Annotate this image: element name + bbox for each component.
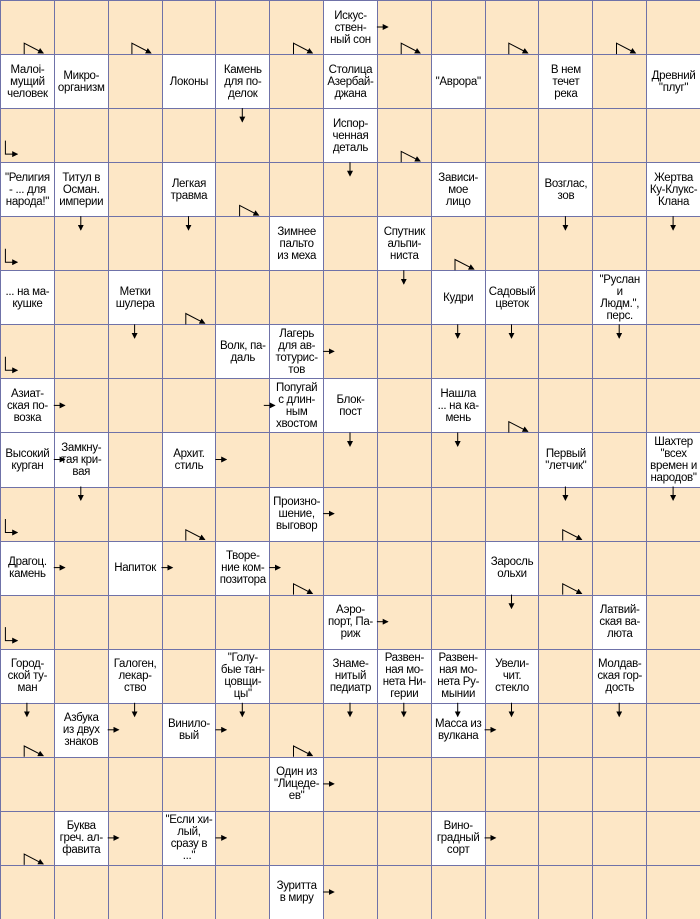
clue-text: Искус- ствен- ный сон: [330, 9, 371, 46]
answer-cell[interactable]: [269, 595, 324, 650]
answer-cell[interactable]: [162, 0, 217, 55]
answer-cell[interactable]: [323, 811, 378, 866]
answer-cell[interactable]: [0, 108, 55, 163]
answer-cell[interactable]: [538, 541, 593, 596]
clue-text: Жертва Ку-Клукс- Клана: [649, 171, 698, 208]
clue-cell: [108, 270, 163, 325]
clue-text: Один из "Лицеде- ев": [274, 766, 320, 803]
answer-cell[interactable]: [377, 865, 432, 919]
answer-cell[interactable]: [108, 432, 163, 487]
answer-cell[interactable]: [538, 324, 593, 379]
answer-cell[interactable]: [162, 541, 217, 596]
answer-cell[interactable]: [592, 216, 647, 271]
answer-cell[interactable]: [323, 865, 378, 919]
answer-cell[interactable]: [269, 811, 324, 866]
answer-cell[interactable]: [646, 270, 700, 325]
answer-cell[interactable]: [485, 703, 540, 758]
clue-cell: [215, 649, 270, 704]
answer-cell[interactable]: [592, 865, 647, 919]
answer-cell[interactable]: [323, 324, 378, 379]
answer-cell[interactable]: [485, 432, 540, 487]
clue-cell: [431, 270, 486, 325]
answer-cell[interactable]: [269, 108, 324, 163]
answer-cell[interactable]: [323, 541, 378, 596]
answer-cell[interactable]: [269, 432, 324, 487]
answer-cell[interactable]: [592, 703, 647, 758]
clue-text: Драгоц. камень: [8, 556, 47, 581]
clue-text: Лагерь для ав- тотурис- тов: [275, 327, 318, 376]
answer-cell[interactable]: [162, 757, 217, 812]
clue-cell: [162, 703, 217, 758]
clue-text: Кудри: [443, 291, 474, 304]
clue-text: В нем течет река: [550, 63, 581, 100]
answer-cell[interactable]: [485, 487, 540, 542]
clue-cell: [592, 649, 647, 704]
answer-cell[interactable]: [646, 757, 700, 812]
answer-cell[interactable]: [269, 541, 324, 596]
answer-cell[interactable]: [269, 54, 324, 109]
clue-cell: [215, 324, 270, 379]
clue-text: Зуритта в миру: [276, 880, 317, 905]
answer-cell[interactable]: [323, 270, 378, 325]
answer-cell[interactable]: [0, 811, 55, 866]
answer-cell[interactable]: [108, 811, 163, 866]
answer-cell[interactable]: [377, 162, 432, 217]
clue-cell: [162, 432, 217, 487]
clue-cell: [215, 54, 270, 109]
answer-cell[interactable]: [538, 811, 593, 866]
answer-cell[interactable]: [0, 487, 55, 542]
answer-cell[interactable]: [215, 703, 270, 758]
answer-cell[interactable]: [54, 378, 109, 433]
answer-cell[interactable]: [215, 270, 270, 325]
clue-cell: [54, 703, 109, 758]
answer-cell[interactable]: [0, 757, 55, 812]
clue-cell: [431, 54, 486, 109]
answer-cell[interactable]: [538, 487, 593, 542]
clue-text: Волк, па- даль: [219, 339, 266, 364]
answer-cell[interactable]: [485, 216, 540, 271]
clue-text: Садовый цветок: [488, 285, 536, 310]
clue-cell: [646, 432, 700, 487]
answer-cell[interactable]: [377, 378, 432, 433]
clue-text: Вино- градный сорт: [436, 820, 480, 857]
answer-cell[interactable]: [431, 432, 486, 487]
answer-cell[interactable]: [108, 703, 163, 758]
answer-cell[interactable]: [646, 324, 700, 379]
clue-text: Древний "плуг": [651, 69, 696, 94]
answer-cell[interactable]: [538, 108, 593, 163]
clue-cell: [269, 324, 324, 379]
clue-text: Заросль ольхи: [490, 556, 534, 581]
clue-text: Шахтер "всех времен и народов": [650, 435, 697, 484]
clue-cell: [0, 432, 55, 487]
answer-cell[interactable]: [431, 0, 486, 55]
answer-cell[interactable]: [431, 324, 486, 379]
clue-cell: [538, 432, 593, 487]
answer-cell[interactable]: [646, 378, 700, 433]
answer-cell[interactable]: [377, 811, 432, 866]
answer-cell[interactable]: [538, 270, 593, 325]
answer-cell[interactable]: [538, 703, 593, 758]
answer-cell[interactable]: [431, 757, 486, 812]
answer-cell[interactable]: [323, 432, 378, 487]
clue-text: Город- ской ту- ман: [7, 658, 48, 695]
answer-cell[interactable]: [215, 108, 270, 163]
answer-cell[interactable]: [269, 649, 324, 704]
clue-cell: [485, 270, 540, 325]
clue-cell: [431, 703, 486, 758]
clue-cell: [485, 541, 540, 596]
clue-cell: [538, 162, 593, 217]
clue-text: Титул в Осман. империи: [59, 171, 104, 208]
answer-cell[interactable]: [538, 216, 593, 271]
answer-cell[interactable]: [485, 162, 540, 217]
clue-cell: [269, 216, 324, 271]
clue-cell: [485, 649, 540, 704]
clue-text: Развен- ная мо- нета Ни- герии: [382, 652, 426, 701]
clue-cell: [269, 865, 324, 919]
answer-cell[interactable]: [54, 270, 109, 325]
clue-cell: [54, 432, 109, 487]
answer-cell[interactable]: [538, 757, 593, 812]
answer-cell[interactable]: [269, 162, 324, 217]
clue-text: Возглас, зов: [544, 177, 588, 202]
clue-cell: [431, 811, 486, 866]
answer-cell[interactable]: [0, 324, 55, 379]
answer-cell[interactable]: [377, 108, 432, 163]
clue-text: "Аврора": [435, 75, 481, 88]
answer-cell[interactable]: [485, 757, 540, 812]
clue-cell: [377, 649, 432, 704]
clue-text: Камень для по- делок: [223, 63, 262, 100]
clue-cell: [323, 54, 378, 109]
clue-text: Увели- чит. стекло: [495, 658, 529, 695]
answer-cell[interactable]: [592, 757, 647, 812]
clue-text: Микро- организм: [57, 69, 105, 94]
answer-cell[interactable]: [54, 487, 109, 542]
clue-text: Молдав- ская гор- дость: [597, 658, 643, 695]
answer-cell[interactable]: [592, 162, 647, 217]
clue-text: Азиат- ская по- возка: [6, 387, 48, 424]
clue-cell: [54, 162, 109, 217]
clue-cell: [0, 378, 55, 433]
answer-cell[interactable]: [215, 487, 270, 542]
answer-cell[interactable]: [646, 649, 700, 704]
answer-cell[interactable]: [592, 432, 647, 487]
answer-cell[interactable]: [538, 595, 593, 650]
answer-cell[interactable]: [162, 865, 217, 919]
answer-cell[interactable]: [485, 811, 540, 866]
answer-cell[interactable]: [377, 432, 432, 487]
answer-cell[interactable]: [646, 865, 700, 919]
answer-cell[interactable]: [646, 703, 700, 758]
clue-cell: [54, 54, 109, 109]
answer-cell[interactable]: [269, 270, 324, 325]
answer-cell[interactable]: [54, 595, 109, 650]
clue-text: "Руслан и Людм.", перс.: [599, 273, 640, 322]
answer-cell[interactable]: [108, 108, 163, 163]
answer-cell[interactable]: [485, 0, 540, 55]
clue-text: Испор- ченная деталь: [332, 117, 369, 154]
clue-cell: [538, 54, 593, 109]
clue-cell: [377, 216, 432, 271]
answer-cell[interactable]: [377, 595, 432, 650]
clue-text: Метки шулера: [115, 285, 155, 310]
answer-cell[interactable]: [592, 324, 647, 379]
clue-cell: [646, 54, 700, 109]
answer-cell[interactable]: [431, 487, 486, 542]
clue-cell: [108, 649, 163, 704]
clue-text: Попугай с длин- ным хвостом: [275, 381, 318, 430]
clue-cell: [0, 541, 55, 596]
clue-cell: [0, 54, 55, 109]
answer-cell[interactable]: [215, 865, 270, 919]
answer-cell[interactable]: [54, 865, 109, 919]
answer-cell[interactable]: [215, 811, 270, 866]
answer-cell[interactable]: [162, 487, 217, 542]
answer-cell[interactable]: [538, 0, 593, 55]
clue-cell: [323, 0, 378, 55]
answer-cell[interactable]: [108, 865, 163, 919]
clue-text: Галоген, лекар- ство: [113, 658, 157, 695]
clue-text: Аэро- порт, Па- риж: [328, 604, 373, 641]
answer-cell[interactable]: [323, 703, 378, 758]
clue-cell: [323, 108, 378, 163]
clue-cell: [323, 595, 378, 650]
answer-cell[interactable]: [377, 487, 432, 542]
answer-cell[interactable]: [269, 0, 324, 55]
answer-cell[interactable]: [592, 811, 647, 866]
answer-cell[interactable]: [592, 487, 647, 542]
answer-cell[interactable]: [0, 595, 55, 650]
clue-text: Азбука из двух знаков: [62, 712, 100, 749]
clue-text: Архит. стиль: [173, 447, 205, 472]
answer-cell[interactable]: [108, 378, 163, 433]
clue-cell: [269, 378, 324, 433]
clue-text: Спутник альпи- ниста: [383, 225, 425, 262]
clue-text: Малоі- мущий человек: [7, 63, 48, 100]
clue-text: Винило- вый: [168, 718, 210, 743]
clue-text: Столица Азербай- джана: [327, 63, 374, 100]
answer-cell[interactable]: [377, 270, 432, 325]
answer-cell[interactable]: [54, 649, 109, 704]
answer-cell[interactable]: [108, 757, 163, 812]
answer-cell[interactable]: [592, 54, 647, 109]
answer-cell[interactable]: [108, 324, 163, 379]
clue-text: Легкая травма: [170, 177, 208, 202]
answer-cell[interactable]: [162, 108, 217, 163]
answer-cell[interactable]: [269, 703, 324, 758]
answer-cell[interactable]: [377, 757, 432, 812]
answer-cell[interactable]: [162, 270, 217, 325]
clue-cell: [431, 378, 486, 433]
clue-text: Развен- ная мо- нета Ру- мынии: [437, 652, 480, 701]
clue-text: Нашла ... на ка- мень: [437, 387, 479, 424]
answer-cell[interactable]: [54, 324, 109, 379]
answer-cell[interactable]: [162, 216, 217, 271]
answer-cell[interactable]: [377, 324, 432, 379]
answer-cell[interactable]: [646, 0, 700, 55]
clue-text: Блок- пост: [336, 393, 365, 418]
answer-cell[interactable]: [431, 541, 486, 596]
answer-cell[interactable]: [646, 108, 700, 163]
answer-cell[interactable]: [0, 0, 55, 55]
answer-cell[interactable]: [485, 595, 540, 650]
answer-cell[interactable]: [108, 162, 163, 217]
clue-cell: [431, 649, 486, 704]
clue-cell: [323, 378, 378, 433]
answer-cell[interactable]: [646, 487, 700, 542]
answer-cell[interactable]: [215, 216, 270, 271]
clue-cell: [592, 595, 647, 650]
answer-cell[interactable]: [485, 865, 540, 919]
answer-cell[interactable]: [646, 541, 700, 596]
clue-cell: [269, 487, 324, 542]
answer-cell[interactable]: [485, 378, 540, 433]
answer-cell[interactable]: [323, 487, 378, 542]
answer-cell[interactable]: [108, 487, 163, 542]
answer-cell[interactable]: [162, 595, 217, 650]
answer-cell[interactable]: [431, 108, 486, 163]
clue-cell: [431, 162, 486, 217]
answer-cell[interactable]: [215, 432, 270, 487]
answer-cell[interactable]: [162, 378, 217, 433]
answer-cell[interactable]: [377, 0, 432, 55]
answer-cell[interactable]: [377, 54, 432, 109]
answer-cell[interactable]: [0, 703, 55, 758]
answer-cell[interactable]: [54, 541, 109, 596]
answer-cell[interactable]: [431, 216, 486, 271]
clue-text: Масса из вулкана: [434, 718, 482, 743]
clue-cell: [269, 757, 324, 812]
answer-cell[interactable]: [215, 595, 270, 650]
answer-cell[interactable]: [485, 108, 540, 163]
clue-text: "Если хи- лый, сразу в ...": [165, 814, 213, 863]
clue-cell: [162, 162, 217, 217]
answer-cell[interactable]: [54, 757, 109, 812]
clue-text: "Религия - ... для народа!": [5, 171, 50, 208]
clue-text: Напиток: [114, 562, 157, 575]
clue-text: Высокий курган: [5, 447, 50, 472]
answer-cell[interactable]: [54, 216, 109, 271]
answer-cell[interactable]: [215, 378, 270, 433]
clue-cell: [162, 54, 217, 109]
clue-cell: [0, 649, 55, 704]
clue-text: Знаме- нитый педиатр: [329, 658, 372, 695]
clue-cell: [0, 162, 55, 217]
clue-cell: [323, 649, 378, 704]
answer-cell[interactable]: [646, 811, 700, 866]
answer-cell[interactable]: [323, 757, 378, 812]
answer-cell[interactable]: [431, 595, 486, 650]
answer-cell[interactable]: [485, 54, 540, 109]
answer-cell[interactable]: [215, 757, 270, 812]
answer-cell[interactable]: [538, 378, 593, 433]
answer-cell[interactable]: [54, 0, 109, 55]
answer-cell[interactable]: [108, 216, 163, 271]
answer-cell[interactable]: [108, 0, 163, 55]
answer-cell[interactable]: [162, 324, 217, 379]
answer-cell[interactable]: [377, 703, 432, 758]
answer-cell[interactable]: [323, 216, 378, 271]
clue-text: Латвий- ская ва- люта: [599, 604, 641, 641]
answer-cell[interactable]: [646, 595, 700, 650]
answer-cell[interactable]: [54, 108, 109, 163]
answer-cell[interactable]: [0, 865, 55, 919]
clue-cell: [592, 270, 647, 325]
answer-cell[interactable]: [592, 108, 647, 163]
answer-cell[interactable]: [592, 0, 647, 55]
clue-cell: [215, 541, 270, 596]
answer-cell[interactable]: [538, 865, 593, 919]
clue-text: "Голу- бые тан- цовщи- цы": [220, 652, 265, 701]
answer-cell[interactable]: [592, 541, 647, 596]
answer-cell[interactable]: [485, 324, 540, 379]
clue-text: Произно- шение, выговор: [273, 496, 321, 533]
clue-text: Локоны: [169, 75, 209, 88]
clue-text: Зависи- мое лицо: [438, 171, 479, 208]
answer-cell[interactable]: [108, 595, 163, 650]
clue-text: Зимнее пальто из меха: [277, 225, 317, 262]
clue-text: Первый "летчик": [545, 447, 587, 472]
answer-cell[interactable]: [592, 378, 647, 433]
clue-text: Замкну- тая кри- вая: [61, 441, 102, 478]
clue-text: ... на ма- кушке: [5, 285, 50, 310]
answer-cell[interactable]: [215, 162, 270, 217]
clue-cell: [162, 811, 217, 866]
clue-text: Творе- ние ком- позитора: [219, 550, 266, 587]
clue-cell: [108, 541, 163, 596]
answer-cell[interactable]: [215, 0, 270, 55]
clue-cell: [0, 270, 55, 325]
answer-cell[interactable]: [0, 216, 55, 271]
answer-cell[interactable]: [646, 216, 700, 271]
answer-cell[interactable]: [538, 649, 593, 704]
clue-text: Буква греч. ал- фавита: [59, 820, 103, 857]
answer-cell[interactable]: [323, 162, 378, 217]
answer-cell[interactable]: [108, 54, 163, 109]
answer-cell[interactable]: [377, 541, 432, 596]
answer-cell[interactable]: [162, 649, 217, 704]
clue-cell: [54, 811, 109, 866]
clue-cell: [646, 162, 700, 217]
answer-cell[interactable]: [431, 865, 486, 919]
